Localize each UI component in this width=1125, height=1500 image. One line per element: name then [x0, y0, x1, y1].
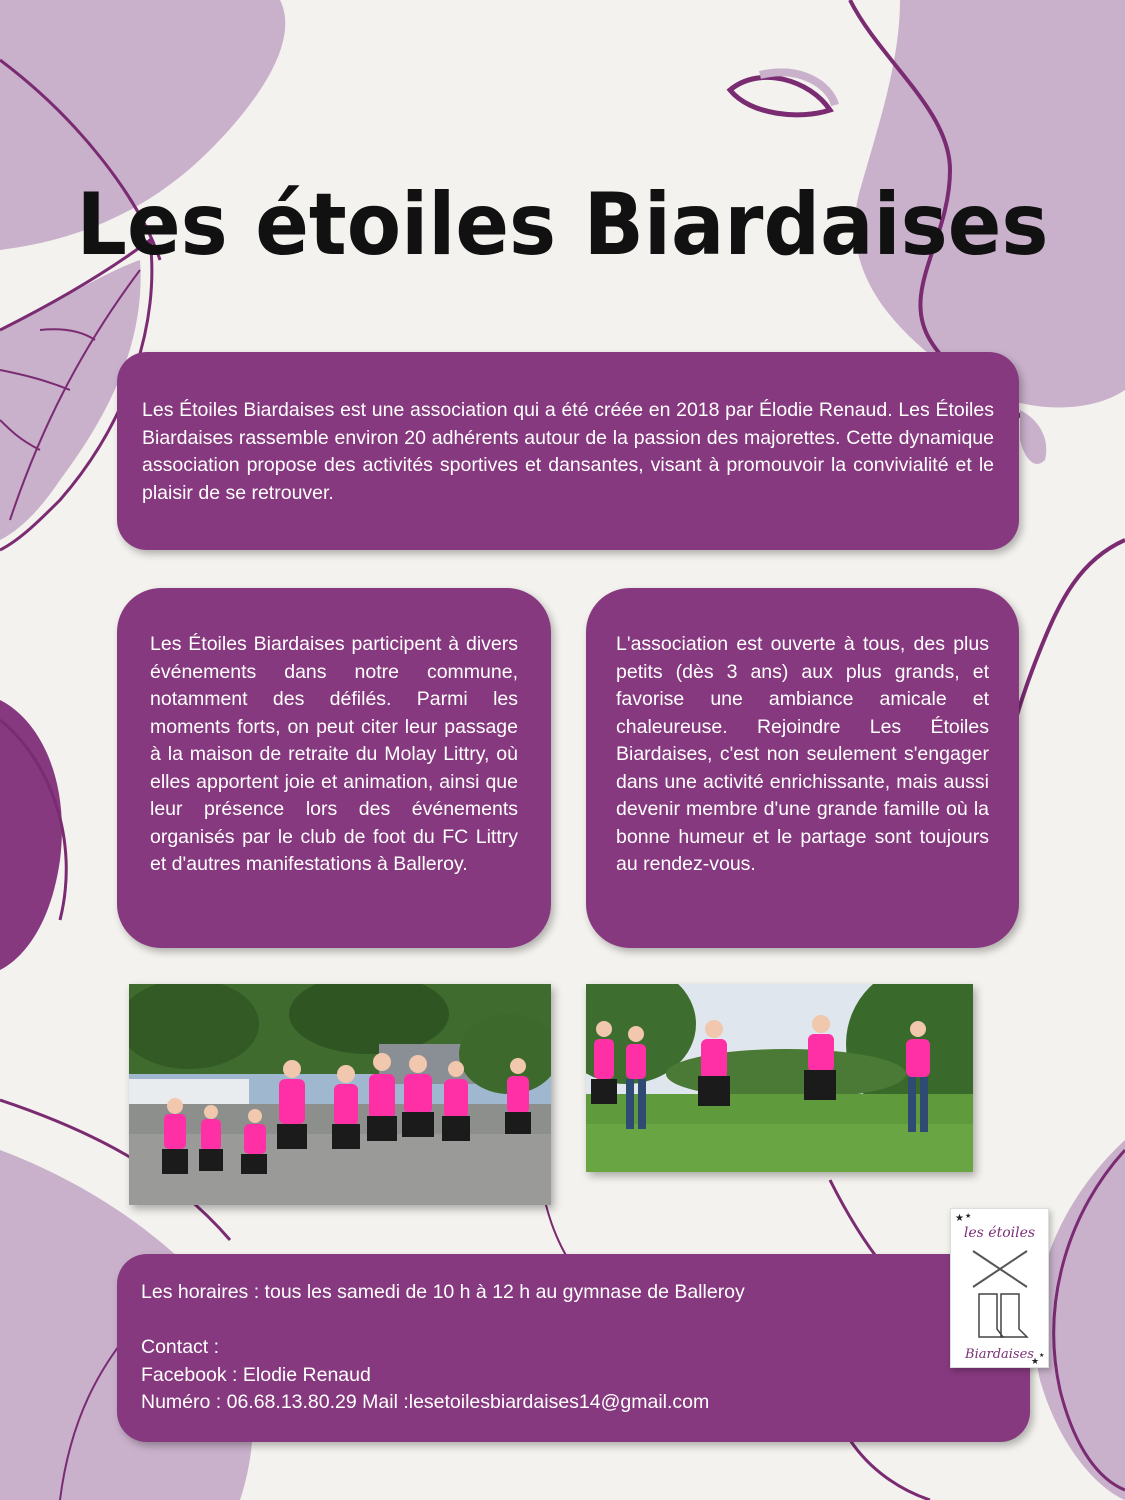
- majorettes-photo-street: [129, 984, 551, 1205]
- svg-text:★: ★: [955, 1213, 964, 1224]
- membership-card: [586, 588, 1019, 948]
- logo-bottom-text: Biardaises: [965, 1347, 1034, 1362]
- svg-text:★: ★: [1031, 1356, 1040, 1366]
- star-icon: [955, 1212, 1044, 1366]
- phone-mail-text: Numéro : 06.68.13.80.29 Mail :lesetoilesbiardaises14@gmail.com: [141, 1391, 710, 1413]
- boots-icon: [979, 1294, 1027, 1337]
- info-card: [117, 1254, 1030, 1442]
- svg-text:★: ★: [965, 1213, 972, 1220]
- majorettes-photo-field: [586, 984, 973, 1172]
- intro-card: [117, 352, 1019, 550]
- events-card: [117, 588, 551, 948]
- membership-text: L'association est ouverte à tous, des plus petits (dès 3 ans) aux plus grands, et favorise une ambiance amicale et chaleureuse. Rejoindre Les Étoiles Biardaises, c'est non seulement s'engager dans une activité enrichissante, mais aussi devenir membre d'une grande famille où la bonne humeur et le partage sont toujours au rendez-vous.: [616, 633, 989, 875]
- intro-text: Les Étoiles Biardaises est une association qui a été créée en 2018 par Élodie Renaud. Les Étoiles Biardaises rassemble environ 20 adhérents autour de la passion des majorettes. Cette dynamique association propose des activités sportives et dansantes, visant à promouvoir la convivialité et le plaisir de se retrouver.: [142, 399, 994, 504]
- events-text: Les Étoiles Biardaises participent à divers événements dans notre commune, notamment des défilés. Parmi les moments forts, on peut citer leur passage à la maison de retraite du Molay Littry, où elles apportent joie et animation, ainsi que leur présence lors des événements organisés par le club de foot du FC Littry et d'autres manifestations à Balleroy.: [150, 633, 518, 875]
- logo-top-text: les étoiles: [963, 1225, 1036, 1241]
- batons-icon: [973, 1251, 1027, 1287]
- facebook-text: Facebook : Elodie Renaud: [141, 1363, 371, 1386]
- page-title: Les étoiles Biardaises: [76, 175, 1049, 275]
- club-logo: [950, 1208, 1049, 1368]
- contact-label: Contact :: [141, 1336, 220, 1358]
- svg-text:★: ★: [1039, 1353, 1045, 1359]
- schedule-text: Les horaires : tous les samedi de 10 h à 12 h au gymnase de Balleroy: [141, 1281, 745, 1303]
